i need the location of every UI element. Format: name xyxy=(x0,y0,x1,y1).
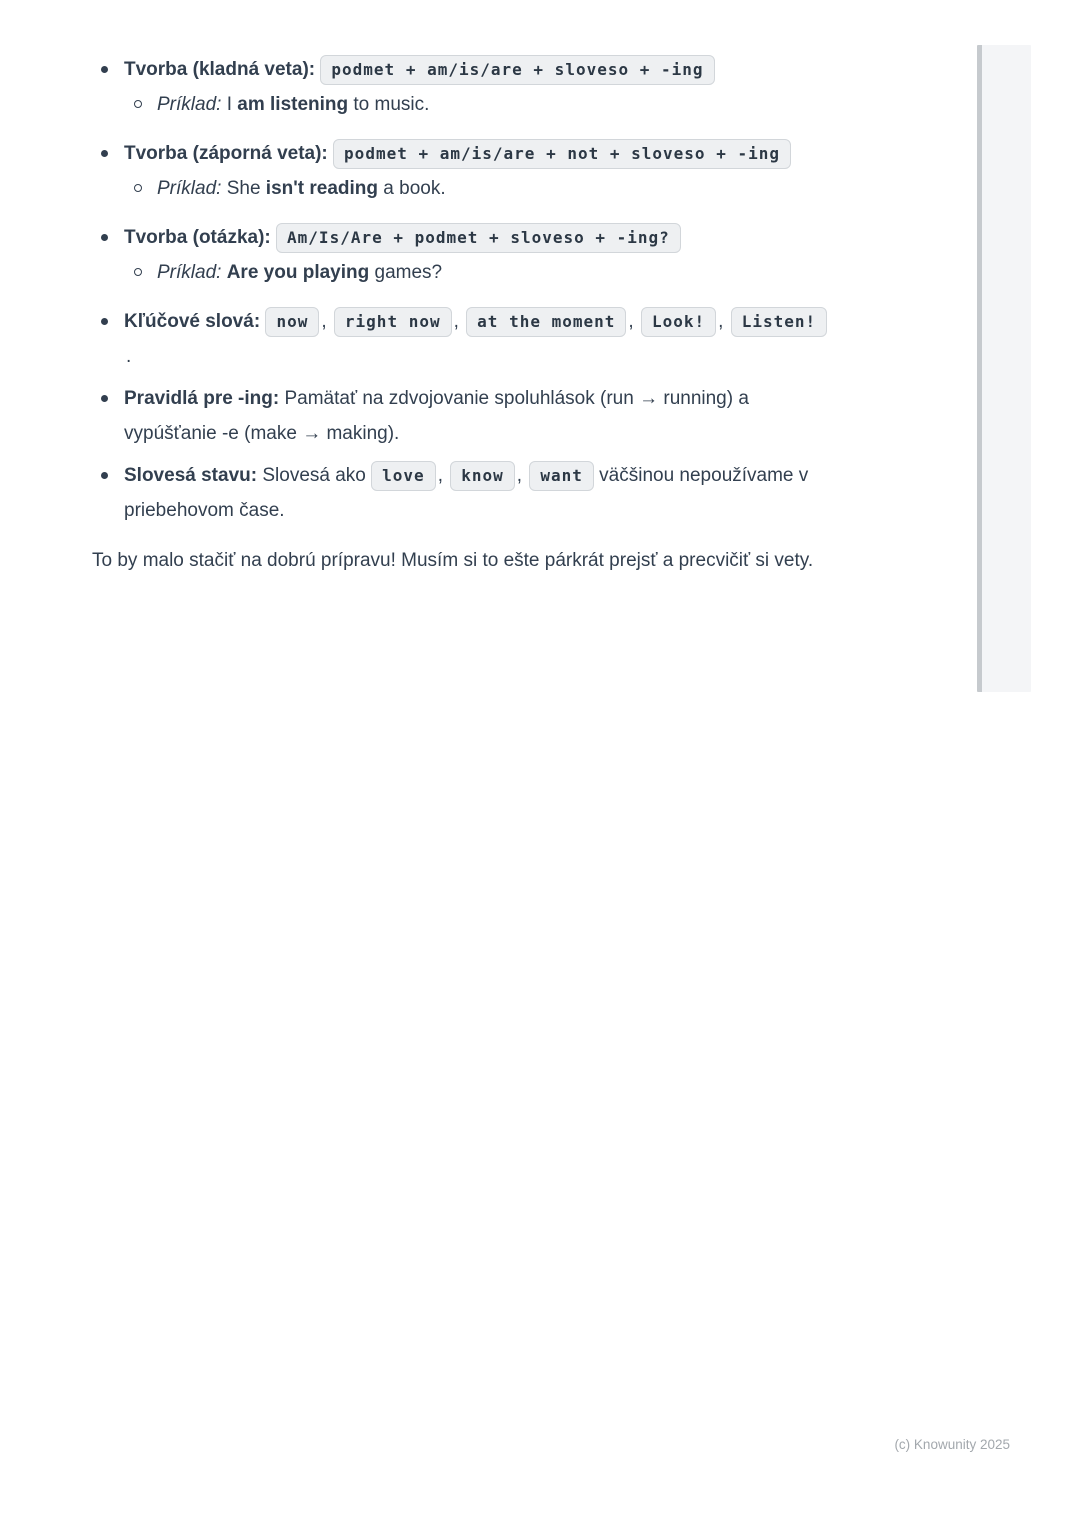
item-label: Slovesá stavu: xyxy=(124,465,258,486)
verb-chip: want xyxy=(529,461,594,491)
example-prefix: Príklad: xyxy=(157,94,222,115)
example-highlight: am listening xyxy=(237,94,349,115)
list-item-question-form xyxy=(92,220,828,290)
example-line xyxy=(124,171,828,206)
item-label: Tvorba (záporná veta): xyxy=(124,143,328,164)
chip-separator: , xyxy=(628,311,634,332)
chip-separator: , xyxy=(437,465,443,486)
item-text: väčšinou nepoužívame v priebehovom čase. xyxy=(124,465,809,521)
chip-separator: , xyxy=(321,311,327,332)
example-line xyxy=(124,87,828,122)
item-label: Pravidlá pre -ing: xyxy=(124,388,280,409)
item-label: Kľúčové slová: xyxy=(124,311,261,332)
keyword-chip: Listen! xyxy=(731,307,827,337)
chip-separator: , xyxy=(453,311,459,332)
verb-chip: love xyxy=(371,461,436,491)
notes-content xyxy=(92,52,828,579)
chip-separator: , xyxy=(718,311,724,332)
item-line xyxy=(124,52,828,87)
keyword-chip: at the moment xyxy=(466,307,626,337)
item-line xyxy=(124,220,828,255)
formula-chip: Am/Is/Are + podmet + sloveso + -ing? xyxy=(276,223,681,253)
scrollbar[interactable] xyxy=(977,45,1031,692)
copyright-notice: (c) Knowunity 2025 xyxy=(894,1437,1010,1452)
list-item-stative-verbs xyxy=(92,458,828,528)
list-item-ing-rules xyxy=(92,381,828,451)
list-item-key-words xyxy=(92,304,828,374)
keyword-chip: right now xyxy=(334,307,452,337)
chip-separator: , xyxy=(516,465,523,486)
example-text: I xyxy=(226,94,232,115)
example-highlight: Are you playing xyxy=(226,262,370,283)
formula-chip: podmet + am/is/are + sloveso + -ing xyxy=(320,55,714,85)
chip-terminator: . xyxy=(126,346,132,367)
example-prefix: Príklad: xyxy=(157,178,222,199)
keyword-chip: Look! xyxy=(641,307,716,337)
keyword-chip: now xyxy=(265,307,319,337)
example-line xyxy=(124,255,828,290)
verb-chip: know xyxy=(450,461,515,491)
example-text: She xyxy=(226,178,261,199)
example-text: games? xyxy=(374,262,443,283)
example-prefix: Príklad: xyxy=(157,262,222,283)
item-line xyxy=(124,136,828,171)
item-text: Slovesá ako xyxy=(262,465,366,486)
example-highlight: isn't reading xyxy=(265,178,378,199)
example-text: a book. xyxy=(383,178,446,199)
list-item-negative-form xyxy=(92,136,828,206)
closing-paragraph: To by malo stačiť na dobrú prípravu! Musím si to ešte párkrát prejsť a precvičiť si vety. xyxy=(92,550,814,571)
example-text: to music. xyxy=(353,94,430,115)
bullet-list xyxy=(92,52,828,528)
item-label: Tvorba (otázka): xyxy=(124,227,271,248)
list-item-affirmative-form xyxy=(92,52,828,122)
item-label: Tvorba (kladná veta): xyxy=(124,59,316,80)
formula-chip: podmet + am/is/are + not + sloveso + -ing xyxy=(333,139,791,169)
item-text: Pamätať na zdvojovanie spoluhlások (run → running) a vypúšťanie -e (make → making). xyxy=(124,388,749,444)
